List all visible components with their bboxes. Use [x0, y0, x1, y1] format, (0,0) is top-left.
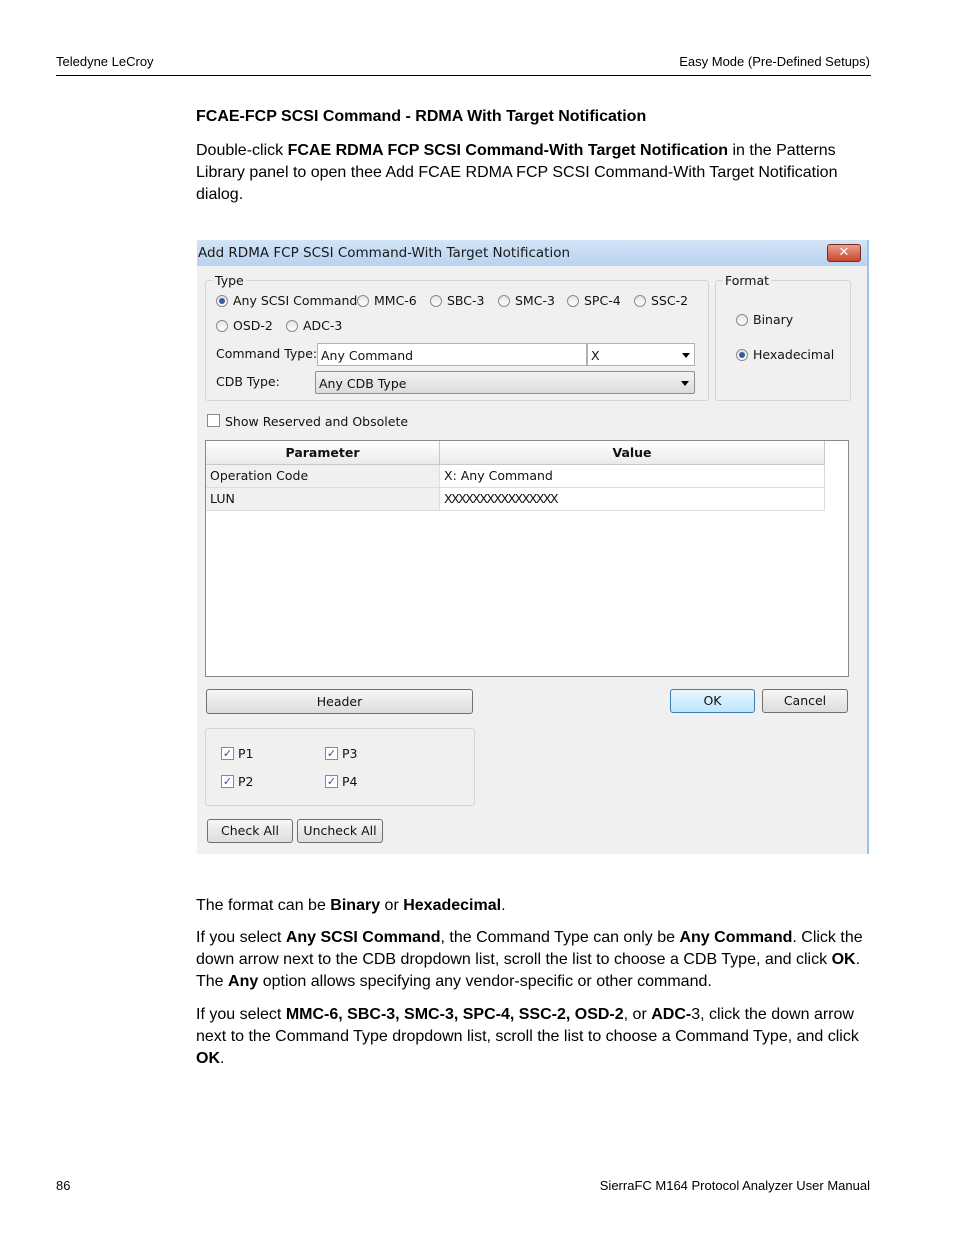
- radio-icon: [216, 320, 228, 332]
- chevron-down-icon: [682, 353, 690, 358]
- type-group-label: Type: [215, 273, 244, 288]
- show-reserved-label: Show Reserved and Obsolete: [225, 414, 409, 429]
- footer-manual-title: SierraFC M164 Protocol Analyzer User Manual: [599, 1178, 870, 1193]
- radio-icon: [736, 314, 748, 326]
- p2-label: P2: [238, 774, 254, 789]
- add-rdma-dialog: [197, 240, 869, 854]
- close-icon[interactable]: ✕: [827, 244, 861, 262]
- dialog-titlebar: [197, 240, 867, 266]
- any-scsi-paragraph: If you select Any SCSI Command, the Command Type can only be Any Command. Click the down arrow next to the CDB dropdown list, scroll the list to choose a CDB Type, and click OK. The Any option allows specifying any vendor-specific or other command.: [196, 929, 863, 990]
- header-company: Teledyne LeCroy: [56, 54, 154, 69]
- command-type-label: Command Type:: [216, 346, 318, 361]
- column-header-parameter[interactable]: Parameter: [206, 441, 440, 465]
- radio-icon: [430, 295, 442, 307]
- ok-button[interactable]: OK: [670, 689, 755, 713]
- dialog-title: Add RDMA FCP SCSI Command-With Target Notification: [198, 245, 571, 261]
- chevron-down-icon: [681, 381, 689, 386]
- table-row-value[interactable]: X: Any Command: [440, 465, 825, 488]
- p1-label: P1: [238, 746, 254, 761]
- radio-smc-3[interactable]: SMC-3: [498, 293, 555, 308]
- header-chapter: Easy Mode (Pre-Defined Setups): [679, 54, 870, 69]
- radio-osd-2[interactable]: OSD-2: [216, 318, 273, 333]
- p3-checkbox[interactable]: ✓: [326, 747, 337, 760]
- radio-mmc-6[interactable]: MMC-6: [357, 293, 417, 308]
- command-type-paragraph: If you select MMC-6, SBC-3, SMC-3, SPC-4, SSC-2, OSD-2, or ADC-3, click the down arrow next to the Command Type dropdown list, scroll the list to choose a Command Type, and click OK.: [196, 1006, 859, 1067]
- header-button[interactable]: Header: [206, 689, 473, 714]
- pages-group: [205, 728, 475, 806]
- p1-checkbox[interactable]: ✓: [222, 747, 233, 760]
- radio-icon: [498, 295, 510, 307]
- page-number: 86: [56, 1178, 71, 1193]
- p4-label: P4: [342, 774, 358, 789]
- show-reserved-checkbox[interactable]: [207, 414, 220, 427]
- uncheck-all-button[interactable]: Uncheck All: [297, 819, 383, 843]
- command-code-dropdown[interactable]: X: [587, 343, 695, 366]
- cancel-button[interactable]: Cancel: [762, 689, 848, 713]
- p2-checkbox[interactable]: ✓: [222, 775, 233, 788]
- radio-icon: [634, 295, 646, 307]
- format-group: [715, 280, 851, 401]
- radio-selected-icon: [736, 349, 748, 361]
- table-row-parameter[interactable]: Operation Code: [206, 465, 440, 488]
- radio-icon: [357, 295, 369, 307]
- radio-adc-3[interactable]: ADC-3: [286, 318, 342, 333]
- table-row-value[interactable]: XXXXXXXXXXXXXXXX: [440, 488, 825, 511]
- radio-ssc-2[interactable]: SSC-2: [634, 293, 688, 308]
- radio-spc-4[interactable]: SPC-4: [567, 293, 621, 308]
- cdb-type-label: CDB Type:: [216, 374, 280, 389]
- radio-icon: [286, 320, 298, 332]
- command-type-field[interactable]: Any Command: [317, 343, 587, 366]
- p4-checkbox[interactable]: ✓: [326, 775, 337, 788]
- table-row-parameter[interactable]: LUN: [206, 488, 440, 511]
- radio-any-scsi-command[interactable]: Any SCSI Command: [216, 293, 357, 308]
- p3-label: P3: [342, 746, 358, 761]
- intro-paragraph: Double-click FCAE RDMA FCP SCSI Command-With Target Notification in the Patterns Library panel to open thee Add FCAE RDMA FCP SCSI Command-With Target Notification dialog.: [196, 142, 838, 203]
- parameter-grid: [205, 440, 849, 677]
- radio-sbc-3[interactable]: SBC-3: [430, 293, 484, 308]
- section-title: FCAE-FCP SCSI Command - RDMA With Target Notification: [196, 108, 647, 125]
- column-header-value[interactable]: Value: [440, 441, 825, 465]
- radio-binary[interactable]: Binary: [736, 312, 793, 327]
- format-paragraph: The format can be Binary or Hexadecimal.: [196, 897, 506, 914]
- radio-icon: [567, 295, 579, 307]
- cdb-type-dropdown[interactable]: Any CDB Type: [315, 371, 695, 394]
- format-group-label: Format: [725, 273, 770, 288]
- check-all-button[interactable]: Check All: [207, 819, 293, 843]
- radio-hexadecimal[interactable]: Hexadecimal: [736, 347, 834, 362]
- header-rule: [56, 75, 871, 76]
- radio-selected-icon: [216, 295, 228, 307]
